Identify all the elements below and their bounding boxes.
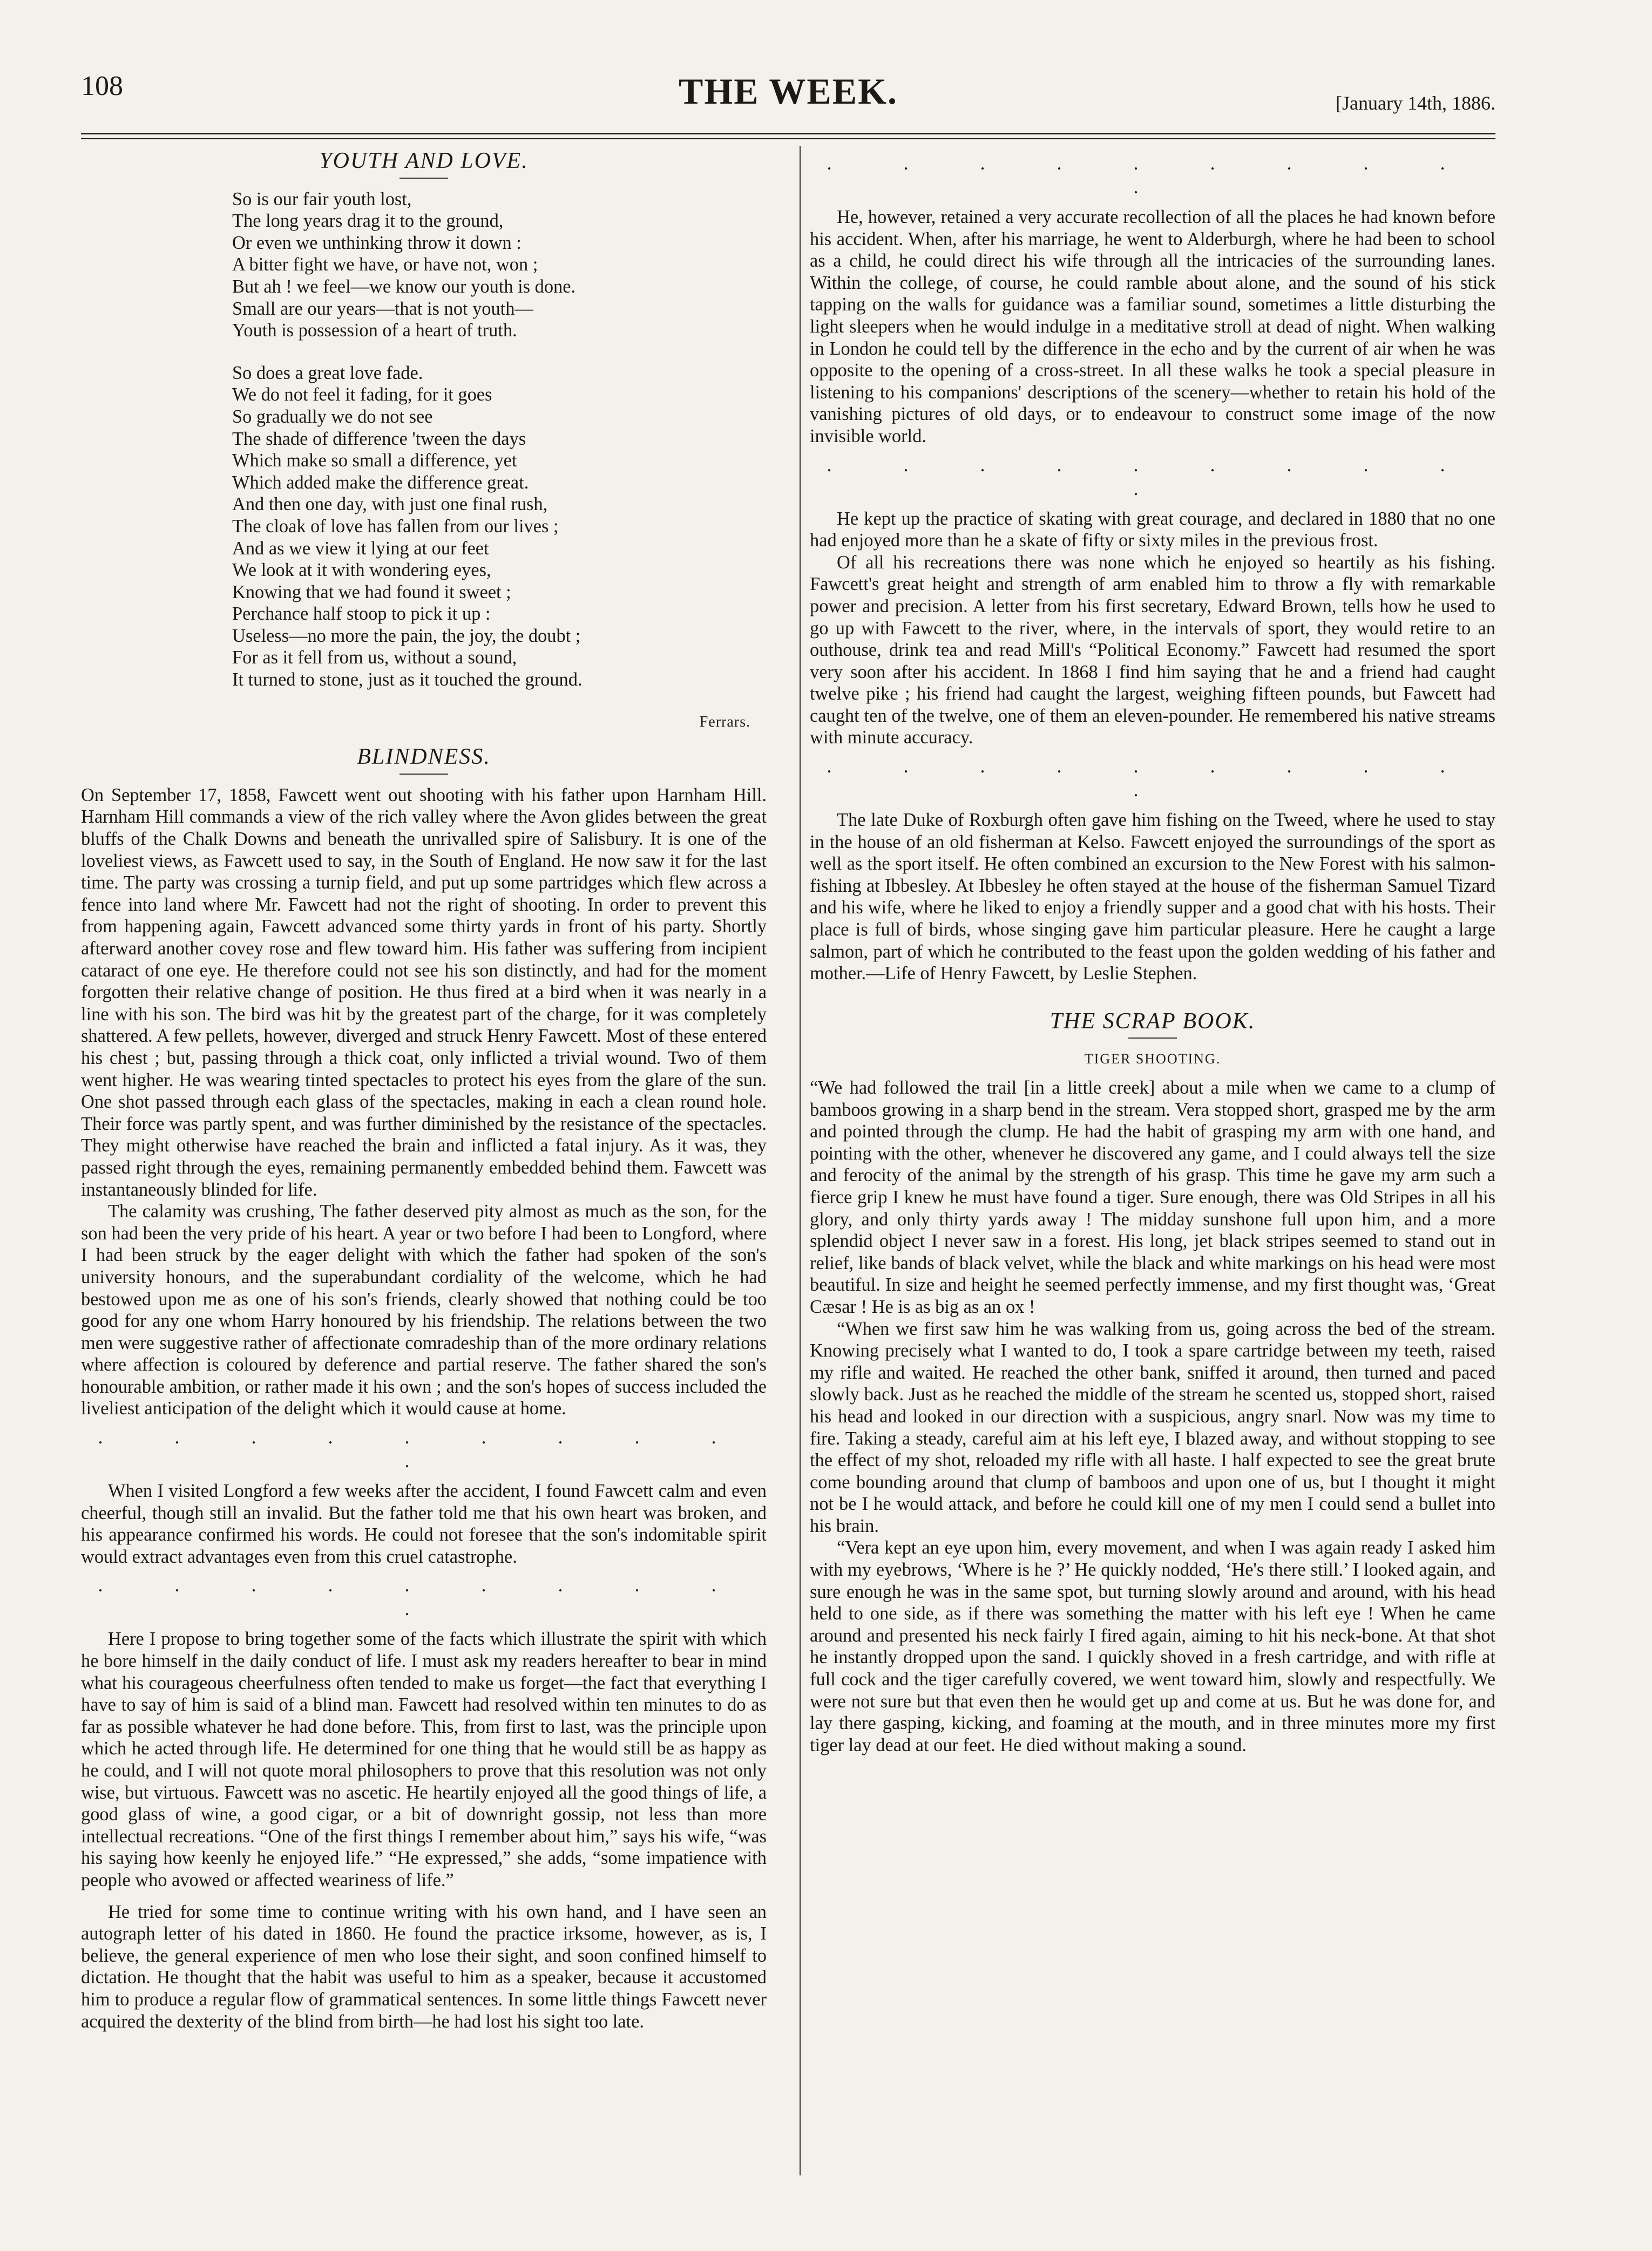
poem-line: So is our fair youth lost, xyxy=(232,188,412,209)
article-paragraph: The calamity was crushing, The father deserved pity almost as much as the son, for the son had been the very pride of his heart. A year or two before I had been to Longford, where I had been struck by the eager delight with which the father had spoken of the son's university honours, and the superabundant cordiality of the welcome, which he had bestowed upon me as one of his son's friends, clearly showed that nothing could be too good for any one whom Harry honoured by his friendship. The relations between the two men were suggestive rather of affectionate comradeship than of the more ordinary relations where affection is coloured by deference and partial reserve. The father shared the son's honourable ambition, or rather made it his own ; and the son's hopes of success included the liveliest anticipation of the delight which it would cause at home. xyxy=(81,1201,767,1419)
poem-line: Perchance half stoop to pick it up : xyxy=(232,604,491,625)
poem-line: For as it fell from us, without a sound, xyxy=(232,647,517,668)
poem-line: The shade of difference 'tween the days xyxy=(232,428,526,449)
scrapbook-paragraph: “Vera kept an eye upon him, every movement, and when I was again ready I asked him with my eyebrows, ‘Where is he ?’ He quickly nodded, ‘He's there still.’ I looked again, and sure enough he was in the same spot, but turning slowly around and around, with his head held to one side, as if there was something the matter with his left eye ! When he came around and presented his neck fairly I fired again, aiming to hit his neck-bone. At that shot he instantly dropped upon the sand. I quickly shoved in a fresh cartridge, and with rifle at full cock and the tiger carefully covered, we went toward him, slowly and respectfully. We were not sure but that even then he would get up and come at us. But he was done for, and lay there gasping, kicking, and foaming at the mouth, and in three minutes more my first tiger lay dead at our feet. He died without making a sound. xyxy=(810,1537,1495,1755)
page-number: 108 xyxy=(81,71,123,101)
poem-line: And then one day, with just one final rush, xyxy=(232,494,548,515)
poem-line: And as we view it lying at our feet xyxy=(232,538,489,559)
article-paragraph: Of all his recreations there was none which he enjoyed so heartily as his fishing. Fawcett's great height and strength of arm enabled him to throw a fly with remarkable power and precision. A letter from his first secretary, Edward Brown, tells how he used to go up with Fawcett to the river, where, in the intervals of sport, they would retire to an outhouse, drink tea and read Mill's “Political Economy.” Fawcett had resumed the sport very soon after his accident. In 1868 I find him saying that he and a friend had caught twelve pike ; his friend had caught the largest, weighing fifteen pounds, but Fawcett had caught ten of the twelve, one of them an eleven-pounder. He remembered his native streams with minute accuracy. xyxy=(810,552,1495,748)
article-paragraph: He tried for some time to continue writing with his own hand, and I have seen an autograph letter of his dated in 1860. He found the practice irksome, however, as is, I believe, the general experience of men who lose their sight, and soon confined himself to dictation. He thought that the habit was useful to him as a speaker, because it accustomed him to produce a regular flow of grammatical sentences. In some little things Fawcett never acquired the dexterity of the blind from birth—he had lost his sight too late. xyxy=(81,1901,767,2032)
poem-title: YOUTH AND LOVE. xyxy=(319,148,529,173)
scrapbook-paragraph: “When we first saw him he was walking from us, going across the bed of the stream. Knowing precisely what I wanted to do, I took a spare cartridge between my teeth, raised my rifle and waited. He reached the other bank, sniffed it around, then turned and paced slowly back. Just as he reached the middle of the stream he scented us, stopped short, raised his head and looked in our direction with a suspicious, angry snarl. Now was my time to fire. Taking a steady, careful aim at his left eye, I blazed away, and without stopping to see the effect of my shot, reloaded my rifle with all haste. I half expected to see the great brute come bounding around that clump of bamboos and upon one of us, but I thought it might not be I he would attack, and before he could kill one of my men I could send a bullet into his brain. xyxy=(810,1318,1495,1536)
spacer xyxy=(810,985,1495,1006)
section-break-dots: . . . . . . . . . . xyxy=(98,1426,750,1472)
left-column xyxy=(81,146,767,2032)
poem-line: The long years drag it to the ground, xyxy=(232,211,504,232)
poem-signature: Ferrars. xyxy=(699,713,750,730)
poem-body xyxy=(81,188,767,691)
masthead-title: THE WEEK. xyxy=(679,71,898,112)
header-rule-thin xyxy=(81,138,1495,139)
article-paragraph: The late Duke of Roxburgh often gave him fishing on the Tweed, where he used to stay in the house of an old fisherman at Kelso. Fawcett enjoyed the surroundings of the sport as well as the sport itself. He often combined an excursion to the New Forest with his salmon-fishing at Ibbesley. At Ibbesley he often stayed at the house of the fisherman Samuel Tizard and his wife, where he liked to enjoy a friendly supper and a good chat with his hosts. Their place is full of birds, whose singing gave him particular pleasure. Here he caught a large salmon, part of which he contributed to the feast upon the golden wedding of his father and mother.—Life of Henry Fawcett, by Leslie Stephen. xyxy=(810,810,1495,984)
poem-line: A bitter fight we have, or have not, won ; xyxy=(232,254,538,275)
poem-stanza xyxy=(232,362,767,691)
section-break-dots: . . . . . . . . . . xyxy=(827,755,1479,801)
column-divider xyxy=(800,146,801,2175)
section-break-dots: . . . . . . . . . . xyxy=(98,1574,750,1620)
article-paragraph: He, however, retained a very accurate recollection of all the places he had known before his accident. When, after his marriage, he went to Alderburgh, where he had been to school as a child, he could direct his wife through all the intricacies of the surrounding lanes. Within the college, of course, he could ramble about alone, and the sound of his stick tapping on the walls for guidance was a familiar sound, sometimes a little disturbing the light sleepers when he would indulge in a meditative stroll at dead of night. When walking in London he could tell by the difference in the echo and by the current of air when he was opposite to the opening of a cross-street. In all these walks he took a special pleasure in listening to his companions' descriptions of the scenery—whether to retain his hold of the vanishing pictures of old days, or to endeavour to construct some image of the now invisible world. xyxy=(810,207,1495,446)
poem-line: The cloak of love has fallen from our lives ; xyxy=(232,516,559,537)
article-paragraph: When I visited Longford a few weeks after the accident, I found Fawcett calm and even cheerful, though still an invalid. But the father told me that his own heart was broken, and his appearance confirmed his words. He could not foresee that the son's indomitable spirit would extract advantages even from this cruel catastrophe. xyxy=(81,1481,767,1567)
poem-line: Which added make the difference great. xyxy=(232,472,529,493)
title-rule xyxy=(400,178,448,179)
title-rule xyxy=(1128,1038,1177,1039)
poem-line: Useless—no more the pain, the joy, the doubt ; xyxy=(232,625,581,646)
page-header xyxy=(81,70,1495,130)
right-column xyxy=(810,146,1495,1756)
title-rule xyxy=(400,774,448,775)
poem-stanza xyxy=(232,188,767,342)
section-break-dots: . . . . . . . . . . xyxy=(827,453,1479,499)
article-title: BLINDNESS. xyxy=(357,744,491,770)
scrapbook-title: THE SCRAP BOOK. xyxy=(1050,1008,1256,1034)
article-paragraph: He kept up the practice of skating with great courage, and declared in 1880 that no one had enjoyed more than he a skate of fifty or sixty miles in the previous frost. xyxy=(810,508,1495,551)
section-break-dots: . . . . . . . . . . xyxy=(827,152,1479,198)
poem-line: We do not feel it fading, for it goes xyxy=(232,384,492,405)
header-rule xyxy=(81,133,1495,134)
issue-date: [January 14th, 1886. xyxy=(1336,92,1495,114)
scrapbook-subtitle: TIGER SHOOTING. xyxy=(1084,1051,1221,1067)
poem-line: It turned to stone, just as it touched the ground. xyxy=(232,669,583,690)
poem-line: Small are our years—that is not youth— xyxy=(232,298,533,319)
poem-line: Youth is possession of a heart of truth. xyxy=(232,320,517,341)
article-paragraph: On September 17, 1858, Fawcett went out shooting with his father upon Harnham Hill. Harnham Hill commands a view of the rich valley where the Avon glides between the great bluffs of the Chalk Downs and beneath the unrivalled spire of Salisbury. It is one of the loveliest views, as Fawcett used to say, in the South of England. He now saw it for the last time. The party was crossing a turnip field, and put up some partridges which flew across a fence into land where Mr. Fawcett had not the right of shooting. In order to prevent this from happening again, Fawcett advanced some thirty yards in front of his party. Shortly afterward another covey rose and flew toward him. His father was suffering from incipient cataract of one eye. He therefore could not see his son distinctly, and had for the moment forgotten their relative change of position. He thus fired at a bird when it was nearly in a line with his son. The bird was hit by the greatest part of the charge, for it was completely shattered. A few pellets, however, diverged and struck Henry Fawcett. Most of these entered his chest ; but, passing through a thick coat, only inflicted a trivial wound. Two of them went higher. He was wearing tinted spectacles to protect his eyes from the glare of the sun. One shot passed through each glass of the spectacles, making in each a clean round hole. Their force was partly spent, and was further diminished by the resistance of the spectacles. They might otherwise have reached the brain and inflicted a fatal injury. As it was, they passed right through the eyes, remaining permanently embedded behind them. Fawcett was instantaneously blinded for life. xyxy=(81,784,767,1200)
poem-line: So does a great love fade. xyxy=(232,362,423,383)
poem-line: So gradually we do not see xyxy=(232,406,433,427)
poem-line: But ah ! we feel—we know our youth is done. xyxy=(232,276,576,297)
article-paragraph: Here I propose to bring together some of the facts which illustrate the spirit with which he bore himself in the daily conduct of life. I must ask my readers hereafter to bear in mind what his courageous cheerfulness often tended to make us forget—the fact that everything I have to say of him is said of a blind man. Fawcett had resolved within ten minutes to do as far as possible whatever he had done before. This, from first to last, was the principle upon which he acted through life. He determined for one thing that he would still be as happy as he could, and I will not quote moral philosophers to prove that this resolution was not only wise, but virtuous. Fawcett was no ascetic. He heartily enjoyed all the good things of life, a good glass of wine, a good cigar, or a bit of downright gossip, not less than more intellectual recreations. “One of the first things I remember about him,” says his wife, “was his saying how keenly he enjoyed life.” “He expressed,” she adds, “some impatience with people who avowed or affected weariness of life.” xyxy=(81,1629,767,1890)
poem-line: Or even we unthinking throw it down : xyxy=(232,232,522,253)
scrapbook-paragraph: “We had followed the trail [in a little creek] about a mile when we came to a clump of bamboos growing in a sharp bend in the stream. Vera stopped short, grasped me by the arm and pointed through the clump. He had the habit of grasping my arm with one hand, and pointing with the other, whenever he discovered any game, and I could always tell the size and ferocity of the animal by the strength of his grasp. This time he gave my arm such a fierce grip I knew he must have found a tiger. Sure enough, there was Old Stripes in all his glory, and only thirty yards away ! The midday sunshone full upon him, and a more splendid object I never saw in a forest. His long, jet black stripes seemed to stand out in relief, like bands of black velvet, while the black and white markings on his head were most beautiful. In size and height he seemed perfectly immense, and my first thought was, ‘Great Cæsar ! He is as big as an ox ! xyxy=(810,1077,1495,1317)
poem-line: We look at it with wondering eyes, xyxy=(232,560,491,581)
poem-line: Knowing that we had found it sweet ; xyxy=(232,581,511,602)
poem-line: Which make so small a difference, yet xyxy=(232,450,517,471)
